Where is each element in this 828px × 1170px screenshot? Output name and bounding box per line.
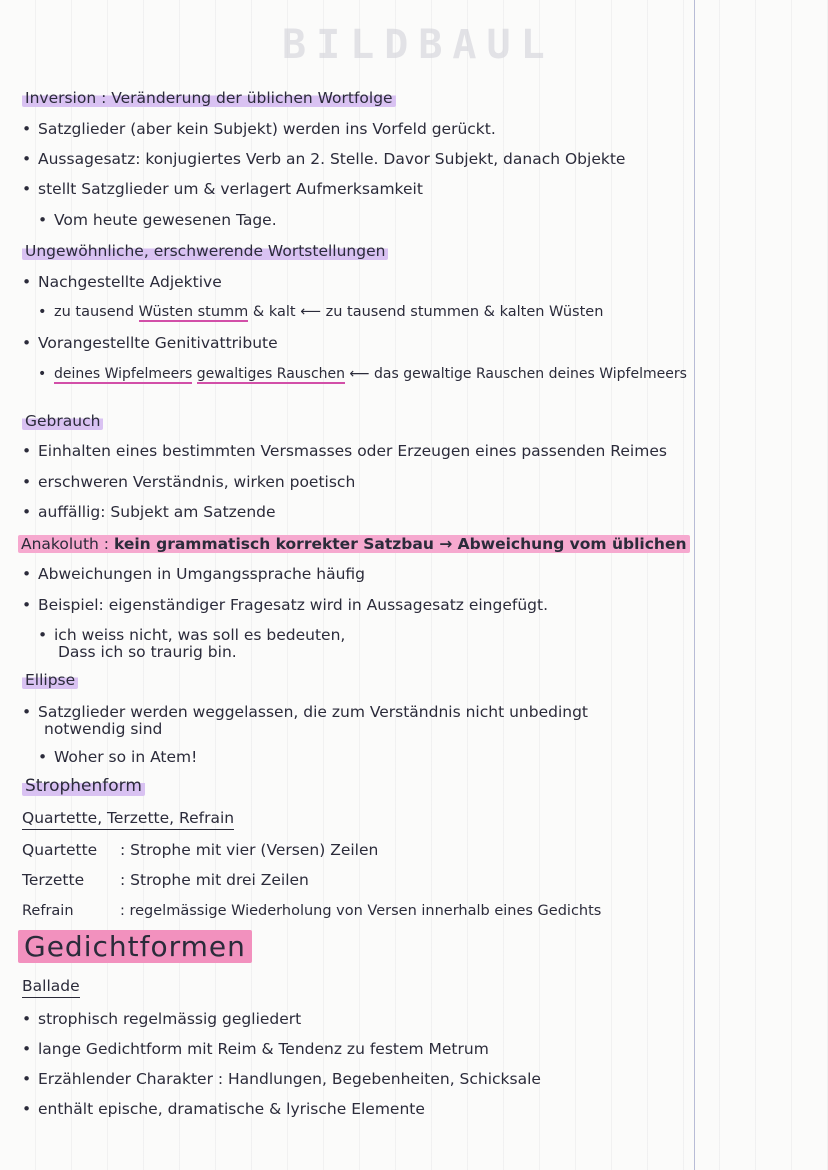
list-item: • enthält epische, dramatische & lyrische Elemente: [22, 1100, 425, 1118]
anakoluth-heading: Anakoluth : kein grammatisch korrekter Satzbau → Abweichung vom üblichen: [18, 534, 690, 554]
example-item: • deines Wipfelmeers gewaltiges Rauschen ⟵ das gewaltige Rauschen deines Wipfelmeers: [38, 366, 687, 382]
example-item: • ich weiss nicht, was soll es bedeuten,: [38, 626, 346, 644]
gebrauch-heading: Gebrauch: [22, 411, 103, 431]
ballade-subtitle: Ballade: [22, 976, 80, 996]
table-row: Quartette : Strophe mit vier (Versen) Zeilen: [22, 841, 379, 859]
list-item: • Einhalten eines bestimmten Versmasses oder Erzeugen eines passenden Reimes: [22, 442, 667, 460]
list-item: • auffällig: Subjekt am Satzende: [22, 503, 276, 521]
strophenform-subtitle: Quartette, Terzette, Refrain: [22, 808, 234, 828]
margin-line: [694, 0, 695, 1170]
example-item: • Vom heute gewesenen Tage.: [38, 211, 277, 229]
example-item: • zu tausend Wüsten stumm & kalt ⟵ zu tausend stummen & kalten Wüsten: [38, 304, 604, 320]
list-item: • Satzglieder (aber kein Subjekt) werden ins Vorfeld gerückt.: [22, 120, 496, 138]
list-item: • Erzählender Charakter : Handlungen, Begebenheiten, Schicksale: [22, 1070, 541, 1088]
list-item: • Nachgestellte Adjektive: [22, 273, 222, 291]
list-item: • Abweichungen in Umgangssprache häufig: [22, 565, 365, 583]
list-item: • Beispiel: eigenständiger Fragesatz wird in Aussagesatz eingefügt.: [22, 596, 549, 614]
table-row: Refrain : regelmässige Wiederholung von Versen innerhalb eines Gedichts: [22, 903, 602, 919]
list-item: • Satzglieder werden weggelassen, die zum Verständnis nicht unbedingt: [22, 703, 588, 721]
list-item: • Vorangestellte Genitivattribute: [22, 334, 278, 352]
list-item: • stellt Satzglieder um & verlagert Aufmerksamkeit: [22, 180, 423, 198]
ellipse-heading: Ellipse: [22, 670, 78, 690]
example-item: • Woher so in Atem!: [38, 748, 198, 766]
list-item: • Aussagesatz: konjugiertes Verb an 2. Stelle. Davor Subjekt, danach Objekte: [22, 150, 626, 168]
list-item: • lange Gedichtform mit Reim & Tendenz zu festem Metrum: [22, 1040, 489, 1058]
table-row: Terzette : Strophe mit drei Zeilen: [22, 871, 309, 889]
inversion-heading: Inversion : Veränderung der üblichen Wortfolge: [22, 88, 396, 108]
strophenform-heading: Strophenform: [22, 776, 145, 796]
list-item: • erschweren Verständnis, wirken poetisch: [22, 473, 356, 491]
faded-page-header: BILDBAUL: [282, 22, 555, 68]
list-item-continuation: notwendig sind: [44, 720, 163, 738]
example-item-continuation: Dass ich so traurig bin.: [58, 643, 237, 661]
wortstellung-heading: Ungewöhnliche, erschwerende Wortstellungen: [22, 241, 388, 261]
gedichtformen-heading: Gedichtformen: [18, 930, 252, 964]
list-item: • strophisch regelmässig gegliedert: [22, 1010, 302, 1028]
